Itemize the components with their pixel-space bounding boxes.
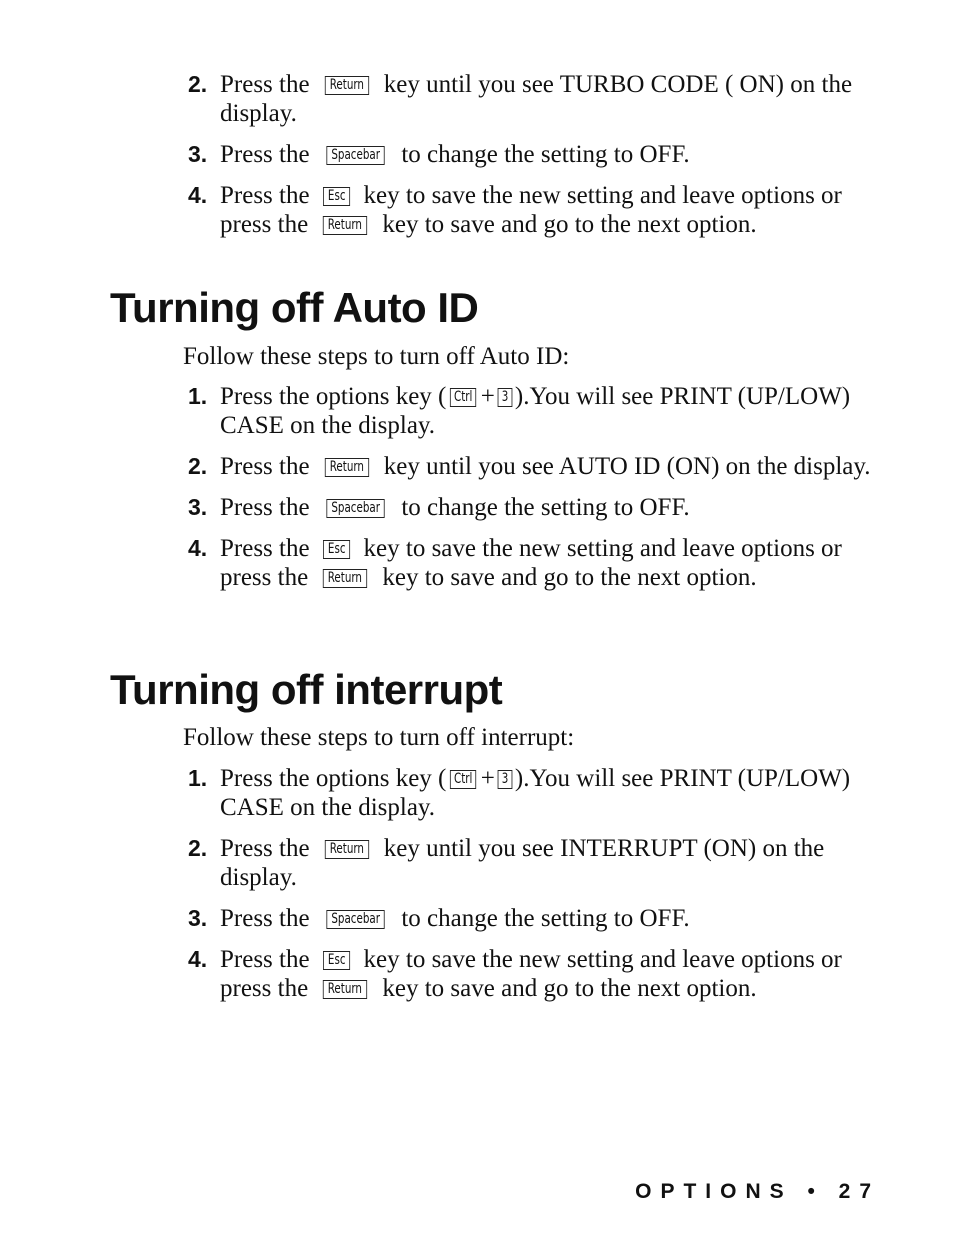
esc-key-icon: Esc bbox=[323, 187, 350, 206]
step-text: key to save and go to the next option. bbox=[382, 564, 757, 591]
steps-list-interrupt bbox=[0, 764, 954, 1015]
step-text: key until you see TURBO CODE ( ON) on the display. bbox=[220, 71, 853, 127]
step-item bbox=[0, 764, 954, 822]
step-number: 3. bbox=[188, 141, 208, 167]
step-number: 2. bbox=[188, 835, 208, 861]
step-number: 1. bbox=[188, 383, 208, 409]
step-text: to change the setting to OFF. bbox=[401, 905, 690, 932]
esc-key-icon: Esc bbox=[323, 540, 350, 559]
ctrl-key-icon: Ctrl bbox=[450, 770, 477, 789]
intro-interrupt: Follow these steps to turn off interrupt: bbox=[183, 724, 575, 751]
step-number: 3. bbox=[188, 905, 208, 931]
plus-sign: + bbox=[480, 383, 495, 410]
three-key-icon: 3 bbox=[498, 770, 513, 789]
spacebar-key-icon: Spacebar bbox=[326, 910, 384, 929]
step-number: 3. bbox=[188, 494, 208, 520]
step-item bbox=[0, 534, 954, 592]
spacebar-key-icon: Spacebar bbox=[326, 499, 384, 518]
ctrl-key-icon: Ctrl bbox=[450, 388, 477, 407]
step-text: Press the bbox=[220, 905, 310, 932]
step-text: to change the setting to OFF. bbox=[401, 141, 690, 168]
step-number: 4. bbox=[188, 182, 208, 208]
step-number: 2. bbox=[188, 453, 208, 479]
step-item bbox=[0, 140, 954, 169]
step-text: Press the bbox=[220, 71, 310, 98]
step-text: Press the bbox=[220, 835, 310, 862]
step-text: Press the bbox=[220, 182, 310, 209]
step-text: ).You will see PRINT (UP/LOW) CASE on the display. bbox=[220, 383, 851, 439]
return-key-icon: Return bbox=[323, 569, 367, 588]
step-text: key to save the new setting and leave options or press the bbox=[220, 535, 842, 591]
step-text: to change the setting to OFF. bbox=[401, 494, 690, 521]
heading-turning-off-auto-id: Turning off Auto ID bbox=[110, 284, 479, 331]
step-item bbox=[0, 181, 954, 239]
step-text: ).You will see PRINT (UP/LOW) CASE on the display. bbox=[220, 765, 851, 821]
step-text: Press the options key ( bbox=[220, 765, 447, 792]
step-text: Press the bbox=[220, 141, 310, 168]
step-text: key to save the new setting and leave options or press the bbox=[220, 182, 842, 238]
return-key-icon: Return bbox=[323, 216, 367, 235]
step-item bbox=[0, 904, 954, 933]
step-text: key to save the new setting and leave options or press the bbox=[220, 946, 842, 1002]
steps-list-turbo-code bbox=[0, 70, 954, 251]
step-item bbox=[0, 452, 954, 481]
step-text: Press the bbox=[220, 946, 310, 973]
step-text: key to save and go to the next option. bbox=[382, 975, 757, 1002]
step-text: key to save and go to the next option. bbox=[382, 211, 757, 238]
step-item bbox=[0, 493, 954, 522]
return-key-icon: Return bbox=[323, 980, 367, 999]
esc-key-icon: Esc bbox=[323, 951, 350, 970]
intro-auto-id: Follow these steps to turn off Auto ID: bbox=[183, 343, 570, 370]
step-text: Press the bbox=[220, 453, 310, 480]
step-item bbox=[0, 945, 954, 1003]
step-number: 1. bbox=[188, 765, 208, 791]
step-item bbox=[0, 70, 954, 128]
step-text: key until you see AUTO ID (ON) on the display. bbox=[383, 453, 871, 480]
return-key-icon: Return bbox=[325, 840, 369, 859]
spacebar-key-icon: Spacebar bbox=[326, 146, 384, 165]
step-text: Press the options key ( bbox=[220, 383, 447, 410]
heading-turning-off-interrupt: Turning off interrupt bbox=[110, 666, 503, 713]
step-text: Press the bbox=[220, 535, 310, 562]
steps-list-auto-id bbox=[0, 382, 954, 604]
step-number: 2. bbox=[188, 71, 208, 97]
step-text: Press the bbox=[220, 494, 310, 521]
three-key-icon: 3 bbox=[498, 388, 513, 407]
step-item bbox=[0, 834, 954, 892]
step-number: 4. bbox=[188, 535, 208, 561]
plus-sign: + bbox=[480, 765, 495, 792]
step-text: key until you see INTERRUPT (ON) on the display. bbox=[220, 835, 825, 891]
page-footer: OPTIONS • 27 bbox=[635, 1180, 880, 1203]
step-number: 4. bbox=[188, 946, 208, 972]
return-key-icon: Return bbox=[325, 76, 369, 95]
step-item bbox=[0, 382, 954, 440]
return-key-icon: Return bbox=[325, 458, 369, 477]
